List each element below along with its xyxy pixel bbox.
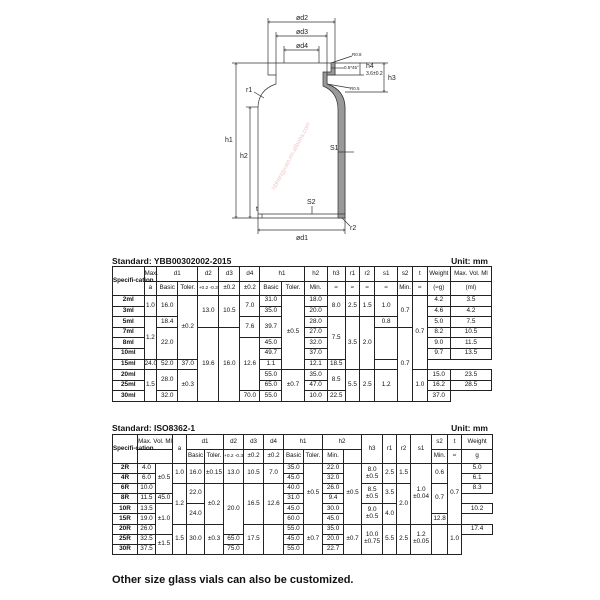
vial-technical-drawing: [0, 0, 600, 245]
th2-h1-basic: Basic: [284, 450, 304, 464]
spec-cell: 30ml: [113, 391, 145, 402]
cell: 45.0: [156, 494, 173, 504]
th2-h1-toler: Toler.: [304, 450, 323, 464]
cell: ±0.5: [282, 296, 304, 370]
th2-h2-sub: [344, 450, 362, 464]
cell: 2.0: [360, 317, 375, 370]
cell: 40.0: [284, 484, 304, 494]
spec-cell: 8R: [113, 494, 138, 504]
table-ybb: [112, 266, 492, 402]
cell: 45.0: [284, 534, 304, 544]
cell: 17.4: [462, 524, 493, 534]
th-d4: d4: [240, 267, 260, 282]
cell: 1.1: [260, 359, 282, 370]
spec-cell: 2ml: [113, 296, 145, 307]
th-s2: s2: [398, 267, 413, 282]
cell: 2.5: [360, 370, 375, 402]
cell: 1.0: [375, 296, 398, 317]
dim-chamfer: 0.5*45°: [344, 65, 359, 70]
cell: 7.0: [264, 464, 284, 484]
cell: 1.2 ±0.05: [411, 524, 432, 554]
cell: 9.7: [427, 348, 450, 359]
th-t: t: [412, 267, 427, 282]
cell: 27.0: [304, 327, 327, 338]
th2-d4: d4: [264, 435, 284, 450]
cell: ±0.3: [178, 370, 198, 402]
cell: [264, 524, 284, 554]
dim-h4: h4: [366, 63, 374, 70]
cell: 5.5: [345, 370, 360, 402]
cell: 28.0: [304, 317, 327, 328]
cell: 3.5: [450, 296, 491, 307]
cell: 4.2: [427, 296, 450, 307]
cell: 55.0: [284, 524, 304, 534]
cell: 13.5: [450, 348, 491, 359]
table-row: [113, 370, 492, 381]
cell: 22.0: [323, 464, 344, 474]
spec-cell: 20R: [113, 524, 138, 534]
cell: 55.0: [260, 370, 282, 381]
cell: 4.2: [450, 306, 491, 317]
cell: 0.6: [432, 464, 448, 484]
cell: 55.0: [284, 544, 304, 554]
cell: ±1.0: [156, 504, 173, 534]
dim-h2: h2: [240, 153, 248, 160]
dim-d4: ød4: [296, 43, 309, 50]
cell: 32.0: [304, 338, 327, 349]
cell: 10.2: [462, 504, 493, 514]
th-r2-approx: ≈: [360, 282, 375, 296]
cell: 26.0: [138, 524, 156, 534]
cell: 1.5: [173, 524, 187, 554]
cell: 16.0: [157, 296, 178, 317]
cell: 7.5: [327, 317, 345, 359]
cell: 13.5: [138, 504, 156, 514]
dim-s2: S2: [307, 199, 316, 206]
th2-h2: h2: [323, 435, 362, 450]
cell: 52.0: [157, 359, 178, 370]
cell: 1.0: [412, 370, 427, 402]
cell: 1.5: [397, 464, 411, 484]
cell: 37.0: [427, 391, 450, 402]
table-row: [113, 296, 492, 307]
cell: 12.6: [264, 484, 284, 524]
cell: 18.0: [304, 296, 327, 307]
th-d3-tol: ±0.2: [219, 282, 240, 296]
watermark: hbhengyuan.en.alibaba.com: [271, 121, 313, 191]
cell: 20.0: [304, 306, 327, 317]
cell: 1.0 ±0.04: [411, 464, 432, 525]
th2-weight-unit: g: [462, 450, 493, 464]
th-d1-basic: Basic: [157, 282, 178, 296]
cell: 10.0: [138, 484, 156, 494]
th-h2-min: Min.: [304, 282, 327, 296]
cell: 26.0: [323, 484, 344, 494]
th-weight-unit: (≈g): [427, 282, 450, 296]
cell: 22.5: [327, 391, 345, 402]
cell: 0.7: [448, 464, 462, 525]
cell: 1.0: [144, 296, 157, 317]
cell: 8.2: [427, 327, 450, 338]
cell: 70.0: [240, 391, 260, 402]
cell: 10.5: [244, 464, 264, 484]
cell: ±0.5: [304, 464, 323, 525]
th2-h3: h3: [362, 435, 383, 464]
th-s1-approx: ≈: [375, 282, 398, 296]
spec-cell: 20ml: [113, 370, 145, 381]
th2-s1: s1: [411, 435, 432, 464]
cell: 8.0: [327, 296, 345, 317]
th2-h2-min: Min.: [323, 450, 344, 464]
th-d4-tol: ±0.2: [240, 282, 260, 296]
spec-cell: 3ml: [113, 306, 145, 317]
cell: 2.5: [397, 524, 411, 554]
dim-d3: ød3: [296, 29, 309, 36]
cell: 9.0 ±0.5: [362, 504, 383, 524]
cell: 8.0 ±0.5: [362, 464, 383, 484]
th-d2-tol: +0.2 -0.3: [198, 282, 219, 296]
th2-t: t: [448, 435, 462, 450]
cell: 39.7: [260, 317, 282, 338]
spec-cell: 10ml: [113, 348, 145, 359]
cell: 35.0: [260, 306, 282, 317]
th2-maxvol: Max. Vol. Ml: [138, 435, 173, 450]
cell: 45.0: [260, 338, 282, 349]
cell: 32.0: [157, 391, 178, 402]
cell: [375, 327, 398, 359]
cell: 10.0 ±0.75: [362, 524, 383, 554]
cell: 15.0: [427, 370, 450, 381]
cell: 22.0: [187, 484, 205, 504]
th2-s2-min: Min.: [432, 450, 448, 464]
cell: 22.0: [157, 327, 178, 359]
cell: 1.0: [173, 464, 187, 484]
cell: 6.1: [462, 474, 493, 484]
dim-h4-value: 3.6±0.2: [366, 71, 383, 77]
cell: 19.6: [198, 327, 219, 401]
cell: 18.4: [157, 317, 178, 328]
cell: 10.5: [450, 327, 491, 338]
cell: 4.0: [383, 504, 397, 524]
cell: 28.0: [157, 370, 178, 391]
th2-t-approx: ≈: [448, 450, 462, 464]
th-a: a: [144, 282, 157, 296]
spec-cell: 25ml: [113, 380, 145, 391]
cell: 9.0: [427, 338, 450, 349]
cell: ±0.3: [205, 524, 224, 554]
cell: 18.5: [327, 359, 345, 370]
cell: 13.0: [224, 464, 244, 484]
dim-h1: h1: [225, 137, 233, 144]
cell: ±0.5: [344, 464, 362, 525]
spec-cell: 4R: [113, 474, 138, 484]
cell: 1.5: [144, 370, 157, 402]
spec-cell: 8ml: [113, 338, 145, 349]
dim-t: t: [256, 206, 258, 213]
cell: 0.7: [412, 296, 427, 370]
standard1-unit: Unit: mm: [451, 256, 488, 266]
spec-cell: 6R: [113, 484, 138, 494]
cell: 10.5: [219, 296, 240, 328]
cell: 37.0: [178, 359, 198, 370]
spec-cell: 7ml: [113, 327, 145, 338]
cell: ±0.7: [282, 370, 304, 402]
cell: 37.5: [138, 544, 156, 554]
cell: 13.0: [198, 296, 219, 328]
dim-d2: ød2: [296, 15, 309, 22]
cell: 10.0: [304, 391, 327, 402]
th2-d3-tol: ±0.2: [244, 450, 264, 464]
spec-cell: 15ml: [113, 359, 145, 370]
th-weight: Weight: [427, 267, 450, 282]
dim-s1: S1: [330, 145, 339, 152]
cell: 45.0: [284, 504, 304, 514]
dim-r08: R0.8: [352, 52, 362, 57]
th2-d1: d1: [187, 435, 224, 450]
cell: 1.2: [144, 317, 157, 359]
th2-a: a: [173, 435, 187, 464]
cell: 16.5: [244, 484, 264, 524]
cell: 49.7: [260, 348, 282, 359]
th-s1: s1: [375, 267, 398, 282]
cell: 12.6: [240, 338, 260, 391]
th-r1-approx: ≈: [345, 282, 360, 296]
cell: 23.5: [450, 370, 491, 381]
th-spec: Specifi-cation: [113, 267, 145, 296]
cell: 16.0: [219, 327, 240, 401]
cell: 4.6: [427, 306, 450, 317]
cell: 32.0: [323, 474, 344, 484]
cell: 19.0: [138, 514, 156, 524]
th-d1: d1: [157, 267, 198, 282]
spec-cell: 5ml: [113, 317, 145, 328]
cell: 0.7: [398, 327, 413, 401]
th2-weight: Weight: [462, 435, 493, 450]
cell: 1.5: [360, 296, 375, 317]
cell: 17.5: [244, 524, 264, 554]
cell: 1.0: [448, 524, 462, 554]
th2-d1-toler: Toler.: [205, 450, 224, 464]
dim-r2: r2: [350, 225, 357, 232]
cell: 60.0: [284, 514, 304, 524]
cell: 0.7: [432, 484, 448, 514]
cell: 20.0: [323, 534, 344, 544]
cell: 65.0: [224, 534, 244, 544]
cell: 4.0: [138, 464, 156, 474]
cell: 65.0: [260, 380, 282, 391]
th-h1-basic: Basic: [260, 282, 282, 296]
cell: 24.0: [187, 504, 205, 524]
cell: 8.3: [462, 484, 493, 494]
th2-d2-tol: +0.2 -0.3: [224, 450, 244, 464]
cell: ±0.2: [178, 296, 198, 360]
standard2-header: [112, 419, 488, 433]
cell: ±0.2: [205, 484, 224, 524]
cell: 0.7: [398, 296, 413, 328]
cell: 22.7: [323, 544, 344, 554]
th-h1-toler: Toler.: [282, 282, 304, 296]
cell: 35.0: [284, 464, 304, 474]
spec-cell: 10R: [113, 504, 138, 514]
th-d3: d3: [219, 267, 240, 282]
th2-d3: d3: [244, 435, 264, 450]
th-h3: h3: [327, 267, 345, 282]
th2-d1-basic: Basic: [187, 450, 205, 464]
cell: 5.0: [427, 317, 450, 328]
cell: 5.0: [462, 464, 493, 474]
th-r2: r2: [360, 267, 375, 282]
standard1-header: [112, 252, 488, 266]
th2-r2: r2: [397, 435, 411, 464]
th2-r1: r1: [383, 435, 397, 464]
th-s2-min: Min.: [398, 282, 413, 296]
cell: 11.5: [138, 494, 156, 504]
cell: 9.4: [323, 494, 344, 504]
cell: 37.0: [304, 348, 327, 359]
cell: 2.0: [397, 484, 411, 524]
cell: 16.0: [187, 464, 205, 484]
cell: 28.5: [450, 380, 491, 391]
cell: 7.5: [450, 317, 491, 328]
cell: 24.0: [144, 359, 157, 370]
spec-cell: 25R: [113, 534, 138, 544]
th-h2: h2: [304, 267, 327, 282]
th-h1: h1: [260, 267, 304, 282]
th-d1-toler: Toler.: [178, 282, 198, 296]
th-maxvol-unit: (ml): [450, 282, 491, 296]
dim-r05: R0.5: [350, 86, 360, 91]
cell: 20.0: [224, 484, 244, 534]
cell: 35.0: [304, 370, 327, 381]
th-r1: r1: [345, 267, 360, 282]
th-d2: d2: [198, 267, 219, 282]
standard2-unit: Unit: mm: [451, 423, 488, 433]
cell: 2.5: [383, 464, 397, 484]
th2-d4-tol: ±0.2: [264, 450, 284, 464]
dim-r1: r1: [246, 87, 253, 94]
th2-d2: d2: [224, 435, 244, 450]
cell: ±0.7: [304, 524, 323, 554]
cell: 35.0: [323, 524, 344, 534]
cell: 1.2: [173, 484, 187, 524]
cell: 32.5: [138, 534, 156, 544]
standard2-title: Standard: ISO8362-1: [112, 423, 196, 433]
cell: 45.0: [323, 514, 344, 524]
th-t-approx: ≈: [412, 282, 427, 296]
cell: 8.5 ±0.5: [362, 484, 383, 504]
th-max: Max.: [144, 267, 157, 282]
th2-s2: s2: [432, 435, 448, 450]
table-iso: [112, 434, 493, 555]
cell: 2.5: [345, 296, 360, 317]
cell: 47.0: [304, 380, 327, 391]
table-row: [113, 464, 493, 474]
th2-spec: Specifi-cation: [113, 435, 138, 464]
cell: ±0.5: [156, 464, 173, 494]
cell: ±0.7: [344, 524, 362, 554]
cell: 11.5: [450, 338, 491, 349]
spec-cell: 30R: [113, 544, 138, 554]
cell: 6.0: [138, 474, 156, 484]
th-h3-approx: ≈: [327, 282, 345, 296]
th2-h1: h1: [284, 435, 323, 450]
standard1-title: Standard: YBB00302002-2015: [112, 256, 232, 266]
th-maxvol: Max. Vol. Ml: [450, 267, 491, 282]
cell: 45.0: [284, 474, 304, 484]
cell: 30.0: [187, 524, 205, 554]
dim-h3: h3: [388, 75, 396, 82]
cell: 12.1: [304, 359, 327, 370]
cell: 16.2: [427, 380, 450, 391]
cell: 7.6: [240, 317, 260, 338]
cell: 3.5: [383, 484, 397, 504]
cell: 5.5: [383, 524, 397, 554]
cell: 8.5: [327, 370, 345, 391]
footer-note: Other size glass vials can also be customized.: [112, 574, 354, 586]
spec-cell: 2R: [113, 464, 138, 474]
cell: 55.0: [260, 391, 282, 402]
cell: [432, 524, 448, 554]
cell: 75.0: [224, 544, 244, 554]
cell: 3.5: [345, 317, 360, 370]
cell: 0.8: [375, 317, 398, 328]
cell: ±0.15: [205, 464, 224, 484]
cell: ±1.5: [156, 534, 173, 554]
cell: 30.0: [323, 504, 344, 514]
cell: 1.2: [375, 370, 398, 402]
cell: 7.0: [240, 296, 260, 317]
cell: 31.0: [260, 296, 282, 307]
cell: 12.8: [432, 514, 448, 524]
spec-cell: 15R: [113, 514, 138, 524]
dim-d1: ød1: [296, 235, 309, 242]
cell: 31.0: [284, 494, 304, 504]
